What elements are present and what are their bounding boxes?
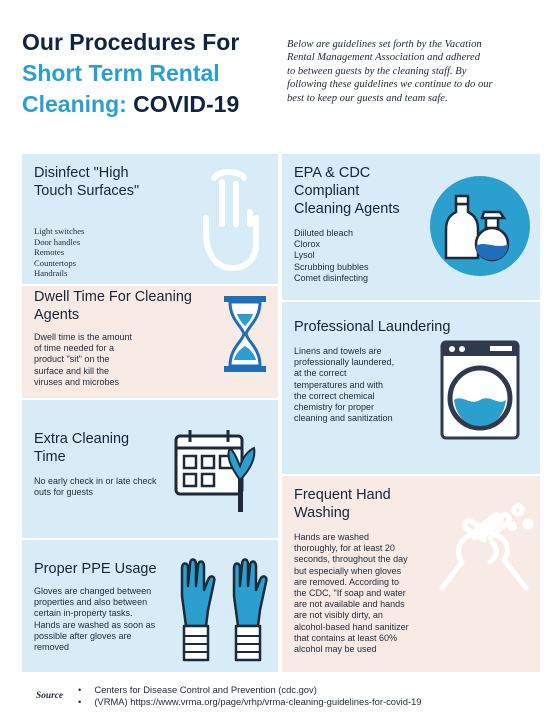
source-list	[78, 684, 422, 708]
text-line: that contains at least 60%	[294, 632, 398, 643]
laundering-title: Professional Laundering	[294, 319, 451, 335]
source-label-text: Source	[36, 691, 64, 701]
text-line: No early check in or late check	[34, 476, 157, 486]
cleaning-bottles-icon	[424, 174, 532, 278]
text-line: of time needed for a	[34, 343, 115, 354]
epa-panel	[282, 154, 540, 300]
handwashing-title	[294, 486, 391, 522]
title-line-3	[22, 89, 272, 120]
text-line: are not available and hands	[294, 599, 405, 610]
list-item: Scrubbing bubbles	[294, 261, 369, 272]
source-item-link[interactable]: (VRMA) https://www.vrma.org/page/vrhp/vrma-cleaning-guidelines-for-covid-19	[94, 696, 422, 707]
dwell-panel	[22, 286, 278, 398]
text-line: possible after gloves are	[34, 630, 132, 641]
extra-title	[34, 430, 129, 466]
text-line: but especially when gloves	[294, 565, 402, 576]
text-line: chemistry for proper	[294, 402, 375, 413]
epa-title	[294, 164, 400, 218]
laundering-panel	[282, 302, 540, 474]
extra-text	[34, 476, 157, 498]
text-line: Gloves are changed between	[34, 586, 152, 596]
text-line: Linens and towels are	[294, 346, 382, 356]
intro-line: Rental Management Association and adhered	[287, 52, 481, 64]
epa-title-line: Compliant	[294, 183, 360, 199]
disinfect-list	[34, 226, 84, 279]
text-line: are removed. According to	[294, 576, 400, 587]
text-line: the CDC, "If soap and water	[294, 588, 406, 599]
text-line: seconds, throughout the day	[294, 554, 408, 565]
list-item: Countertops	[34, 257, 77, 268]
handwashing-panel	[282, 476, 540, 672]
text-line: Hands are washed as soon as	[34, 619, 156, 630]
washing-machine-icon	[440, 340, 520, 440]
dwell-title-line: Agents	[34, 307, 80, 323]
text-line: thoroughly, for at least 20	[294, 543, 395, 554]
text-line: the correct chemical	[294, 390, 375, 401]
source-item-text: Centers for Disease Control and Prevention (cdc.gov)	[94, 684, 317, 695]
ppe-text	[34, 586, 155, 653]
disinfect-title	[34, 164, 139, 200]
list-item: Diiluted bleach	[294, 228, 354, 238]
text-line: alcohol-based hand sanitizer	[294, 621, 409, 632]
text-line: Dwell time is the amount	[34, 332, 133, 342]
text-line: cleaning and sanitization	[294, 413, 393, 424]
list-item: Door handles	[34, 236, 81, 247]
text-line: surface and kill the	[34, 365, 110, 376]
text-line: at the correct	[294, 368, 347, 379]
list-item: Light switches	[34, 226, 85, 236]
text-line: are not visibly dirty, an	[294, 610, 383, 621]
source-label	[36, 689, 63, 702]
list-item: Comet disinfecting	[294, 272, 369, 283]
text-line: Hands are washed	[294, 532, 370, 542]
intro-text	[287, 38, 537, 105]
intro-line: following these guidelines we continue to do our	[287, 79, 493, 91]
page-title	[22, 27, 272, 120]
intro-line: best to keep our guests and team safe.	[287, 92, 448, 104]
title-line-1: Our Procedures For	[22, 29, 240, 55]
disinfect-title-line: Disinfect "High	[34, 165, 129, 181]
list-item: Remotes	[34, 247, 65, 258]
title-line-3-rest: COVID-19	[126, 91, 240, 117]
text-line: properties and also between	[34, 597, 148, 608]
dwell-title-line: Dwell Time For Cleaning	[34, 289, 192, 305]
text-line: removed	[34, 642, 70, 653]
text-line: outs for guests	[34, 487, 94, 498]
disinfect-title-line: Touch Surfaces"	[34, 183, 140, 199]
hourglass-icon	[222, 294, 268, 374]
text-line: alcohol may be used	[294, 644, 377, 655]
washing-hands-icon	[432, 496, 536, 596]
title-line-3-accent: Cleaning:	[22, 91, 127, 117]
extra-title-line: Time	[34, 449, 66, 465]
pointing-hand-icon	[182, 168, 272, 280]
gloves-icon	[172, 556, 272, 666]
list-item: Lysol	[294, 250, 315, 261]
text-line: viruses and microbes	[34, 376, 120, 387]
calendar-duster-icon	[172, 426, 272, 516]
source-item: • (VRMA) https://www.vrma.org/page/vrhp/vrma-cleaning-guidelines-for-covid-19	[78, 696, 422, 707]
extra-title-line: Extra Cleaning	[34, 431, 130, 447]
dwell-title	[34, 288, 192, 324]
epa-title-line: Cleaning Agents	[294, 201, 400, 217]
title-line-2: Short Term Rental	[22, 60, 220, 86]
disinfect-panel	[22, 154, 278, 284]
dwell-text	[34, 332, 132, 388]
handwashing-title-line: Frequent Hand	[294, 487, 391, 503]
epa-list	[294, 228, 369, 284]
list-item: Handrails	[34, 268, 68, 279]
text-line: temperatures and with	[294, 379, 384, 390]
text-line: certain in-property tasks.	[34, 608, 133, 619]
intro-line: to between guests by the cleaning staff. By	[287, 65, 467, 77]
ppe-panel	[22, 540, 278, 672]
intro-line: Below are guidelines set forth by the Vacation	[287, 39, 482, 50]
text-line: professionally laundered,	[294, 357, 395, 368]
handwashing-title-line: Washing	[294, 505, 350, 521]
source-item: • Centers for Disease Control and Prevention (cdc.gov)	[78, 684, 317, 695]
list-item: Clorox	[294, 239, 321, 250]
ppe-title: Proper PPE Usage	[34, 561, 157, 577]
handwashing-text	[294, 532, 409, 655]
extra-cleaning-panel	[22, 400, 278, 538]
epa-title-line: EPA & CDC	[294, 165, 371, 181]
laundering-text	[294, 346, 394, 424]
text-line: product "sit" on the	[34, 354, 110, 365]
